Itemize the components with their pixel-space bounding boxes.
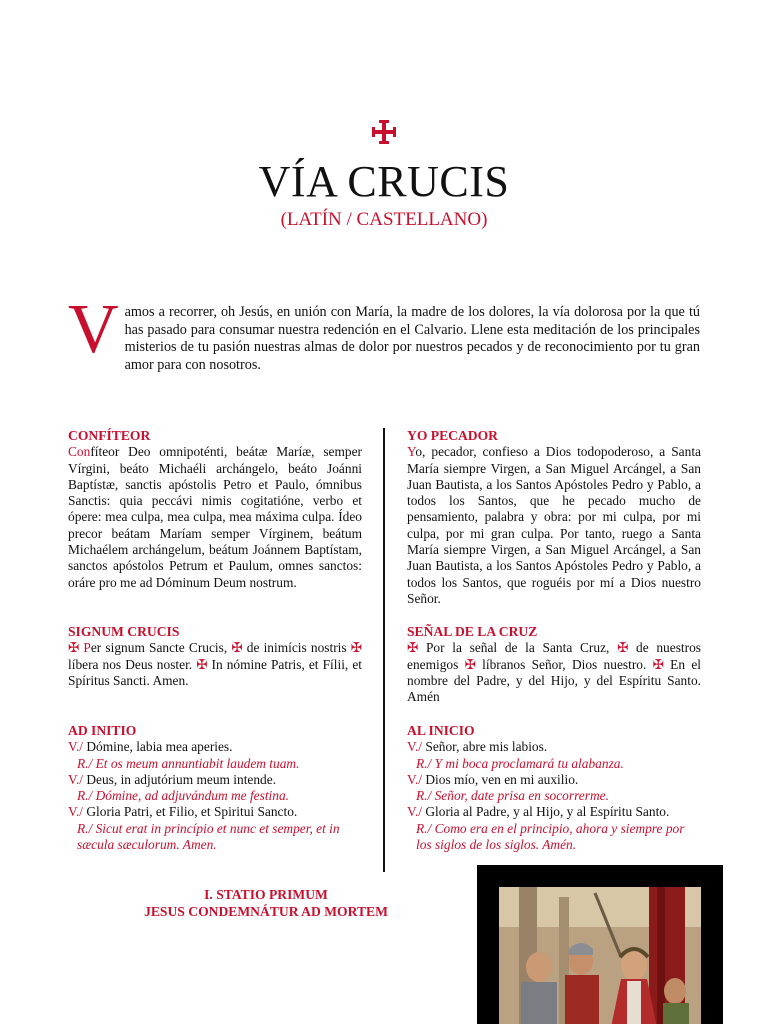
- versicle-mark: V./: [68, 739, 84, 755]
- station-illustration: [477, 865, 723, 1024]
- versicle-line: [407, 739, 701, 755]
- latin-initio-section: [68, 723, 362, 853]
- cross-potent-icon: [0, 118, 768, 151]
- latin-signum-part-3: líbera nos Deus noster.: [68, 656, 197, 672]
- latin-confiteor-heading: CONFÍTEOR: [68, 428, 151, 443]
- cross-glyph-icon: ✠: [652, 656, 664, 672]
- latin-signum-initial: P: [83, 640, 91, 656]
- versicle-text: Señor, abre mis labios.: [425, 739, 548, 755]
- response-mark: R./: [416, 788, 432, 804]
- page-subtitle: (LATÍN / CASTELLANO): [280, 209, 488, 230]
- response-text: Señor, date prisa en socorrerme.: [434, 788, 609, 804]
- intro-text: amos a recorrer, oh Jesús, en unión con María, la madre de los dolores, la vía dolorosa por la que tú has pasado para consumar nuestra redención en el Calvario. Llene esta meditación de los principales misterios de tu pasión nuestras almas de dolor por nuestros pecados y de reconocimiento por tu gran amor para con nosotros.: [124, 304, 700, 373]
- column-divider: [383, 428, 385, 872]
- intro-paragraph: [68, 291, 700, 374]
- cross-glyph-icon: ✠: [617, 640, 629, 656]
- response-text: Et os meum annuntiabit laudem tuam.: [95, 755, 300, 771]
- versicle-text: Dómine, labia mea aperies.: [86, 739, 233, 755]
- cross-glyph-icon: ✠: [407, 640, 419, 656]
- versicle-mark: V./: [407, 771, 423, 787]
- versicle-mark: V./: [68, 771, 84, 787]
- response-text: Dómine, ad adjuvándum me festina.: [95, 788, 290, 804]
- latin-confiteor-body: fíteor Deo omnipoténti, beátæ Maríæ, semper Vírgini, beáto Michaéli archángelo, beáto Joánni Baptístæ, sanctis apóstolis Petro et Paulo, ómnibus Sanctis: quia peccávi nimis cogitatióne, verbo et ópere: mea culpa, mea culpa, mea máxima culpa. Ídeo precor beátam Maríam semper Vírginem, beátum Michaélem archángelum, beátum Joánnem Baptístam, sanctos apóstolos Petrum et Paulum, omnes sanctos: oráre pro me ad Dóminum Deum nostrum.: [68, 444, 362, 590]
- cross-glyph-icon: ✠: [350, 640, 362, 656]
- castellano-confiteor-heading: YO PECADOR: [407, 428, 499, 443]
- castellano-confiteor-section: [407, 428, 701, 607]
- latin-signum-part-1: er signum Sancte Crucis,: [90, 640, 232, 656]
- response-mark: R./: [416, 820, 432, 836]
- response-line: [407, 756, 701, 772]
- station-painting: [499, 887, 701, 1024]
- versicle-line: [68, 772, 362, 788]
- page-title: VÍA CRUCIS: [258, 157, 510, 206]
- versicle-text: Deus, in adjutórium meum intende.: [86, 771, 277, 787]
- versicle-text: Dios mío, ven en mi auxilio.: [425, 771, 579, 787]
- station-title: JESUS CONDEMNÁTUR AD MORTEM: [144, 904, 388, 919]
- cross-glyph-icon: ✠: [68, 640, 80, 656]
- castellano-confiteor-body: o, pecador, confieso a Dios todopoderoso, a Santa María siempre Virgen, a San Miguel Arcángel, a San Juan Bautista, a los Santos Apóstoles Pedro y Pablo, a todos los Santos, que he pecado mucho de pensamiento, palabra y obra: por mi culpa, por mi culpa, por mi gran culpa. Por tanto, ruego a Santa María siempre Virgen, a San Miguel Arcángel, a San Juan Bautista, a los Santos Apóstoles Pedro y Pablo, a todos los Santos, que roguéis por mí a Dios nuestro Señor.: [407, 444, 701, 606]
- castellano-confiteor-initial: Y: [407, 444, 416, 460]
- versicle-line: [68, 739, 362, 755]
- castellano-initio-section: [407, 723, 701, 853]
- latin-confiteor-text: [68, 444, 362, 591]
- response-mark: R./: [77, 788, 93, 804]
- latin-signum-part-4: In nómine Patris, et Fílii, et Spíritus Sancti. Amen.: [68, 656, 362, 688]
- castellano-signum-part-4: En el nombre del Padre, y del Hijo, y del Espíritu Santo. Amén: [407, 656, 701, 705]
- latin-confiteor-section: [68, 428, 362, 591]
- response-mark: R./: [416, 755, 432, 771]
- castellano-signum-text: [407, 640, 701, 705]
- versicle-text: Gloria al Padre, y al Hijo, y al Espíritu Santo.: [425, 804, 670, 820]
- cross-potent-svg: [370, 118, 398, 146]
- response-line: [407, 788, 701, 804]
- response-text: Y mi boca proclamará tu alabanza.: [434, 755, 624, 771]
- latin-signum-heading: SIGNUM CRUCIS: [68, 624, 180, 639]
- versicle-mark: V./: [68, 804, 84, 820]
- castellano-signum-section: [407, 624, 701, 705]
- versicle-mark: V./: [407, 739, 423, 755]
- latin-signum-text: [68, 640, 362, 689]
- castellano-signum-heading: SEÑAL DE LA CRUZ: [407, 624, 538, 639]
- versicle-line: [407, 772, 701, 788]
- cross-glyph-icon: ✠: [464, 656, 476, 672]
- response-line: [68, 788, 362, 804]
- response-line: [407, 821, 701, 854]
- response-text: Como era en el principio, ahora y siempre por los siglos de los siglos. Amén.: [416, 820, 685, 853]
- response-mark: R./: [77, 820, 93, 836]
- response-line: [68, 821, 362, 854]
- versicle-text: Gloria Patri, et Filio, et Spiritui Sancto.: [86, 804, 298, 820]
- cross-glyph-icon: ✠: [231, 640, 243, 656]
- versicle-mark: V./: [407, 804, 423, 820]
- versicle-line: [68, 804, 362, 820]
- response-line: [68, 756, 362, 772]
- drop-cap: V: [68, 291, 119, 368]
- castellano-confiteor-text: [407, 444, 701, 607]
- latin-confiteor-initial: Con: [68, 444, 91, 460]
- station-number: I. STATIO PRIMUM: [204, 887, 328, 902]
- response-mark: R./: [77, 755, 93, 771]
- versicle-line: [407, 804, 701, 820]
- latin-signum-section: [68, 624, 362, 689]
- cross-glyph-icon: ✠: [196, 656, 208, 672]
- response-text: Sicut erat in princípio et nunc et semper, et in sæcula sæculorum. Amen.: [77, 820, 340, 853]
- castellano-signum-part-3: líbranos Señor, Dios nuestro.: [475, 656, 653, 672]
- castellano-signum-part-2: de nuestros enemigos: [407, 640, 701, 672]
- station-heading: [68, 886, 464, 920]
- castellano-initio-heading: AL INICIO: [407, 723, 475, 738]
- castellano-signum-part-1: Por la señal de la Santa Cruz,: [418, 640, 618, 656]
- latin-signum-part-2: de inimícis nostris: [242, 640, 351, 656]
- latin-initio-heading: AD INITIO: [68, 723, 137, 738]
